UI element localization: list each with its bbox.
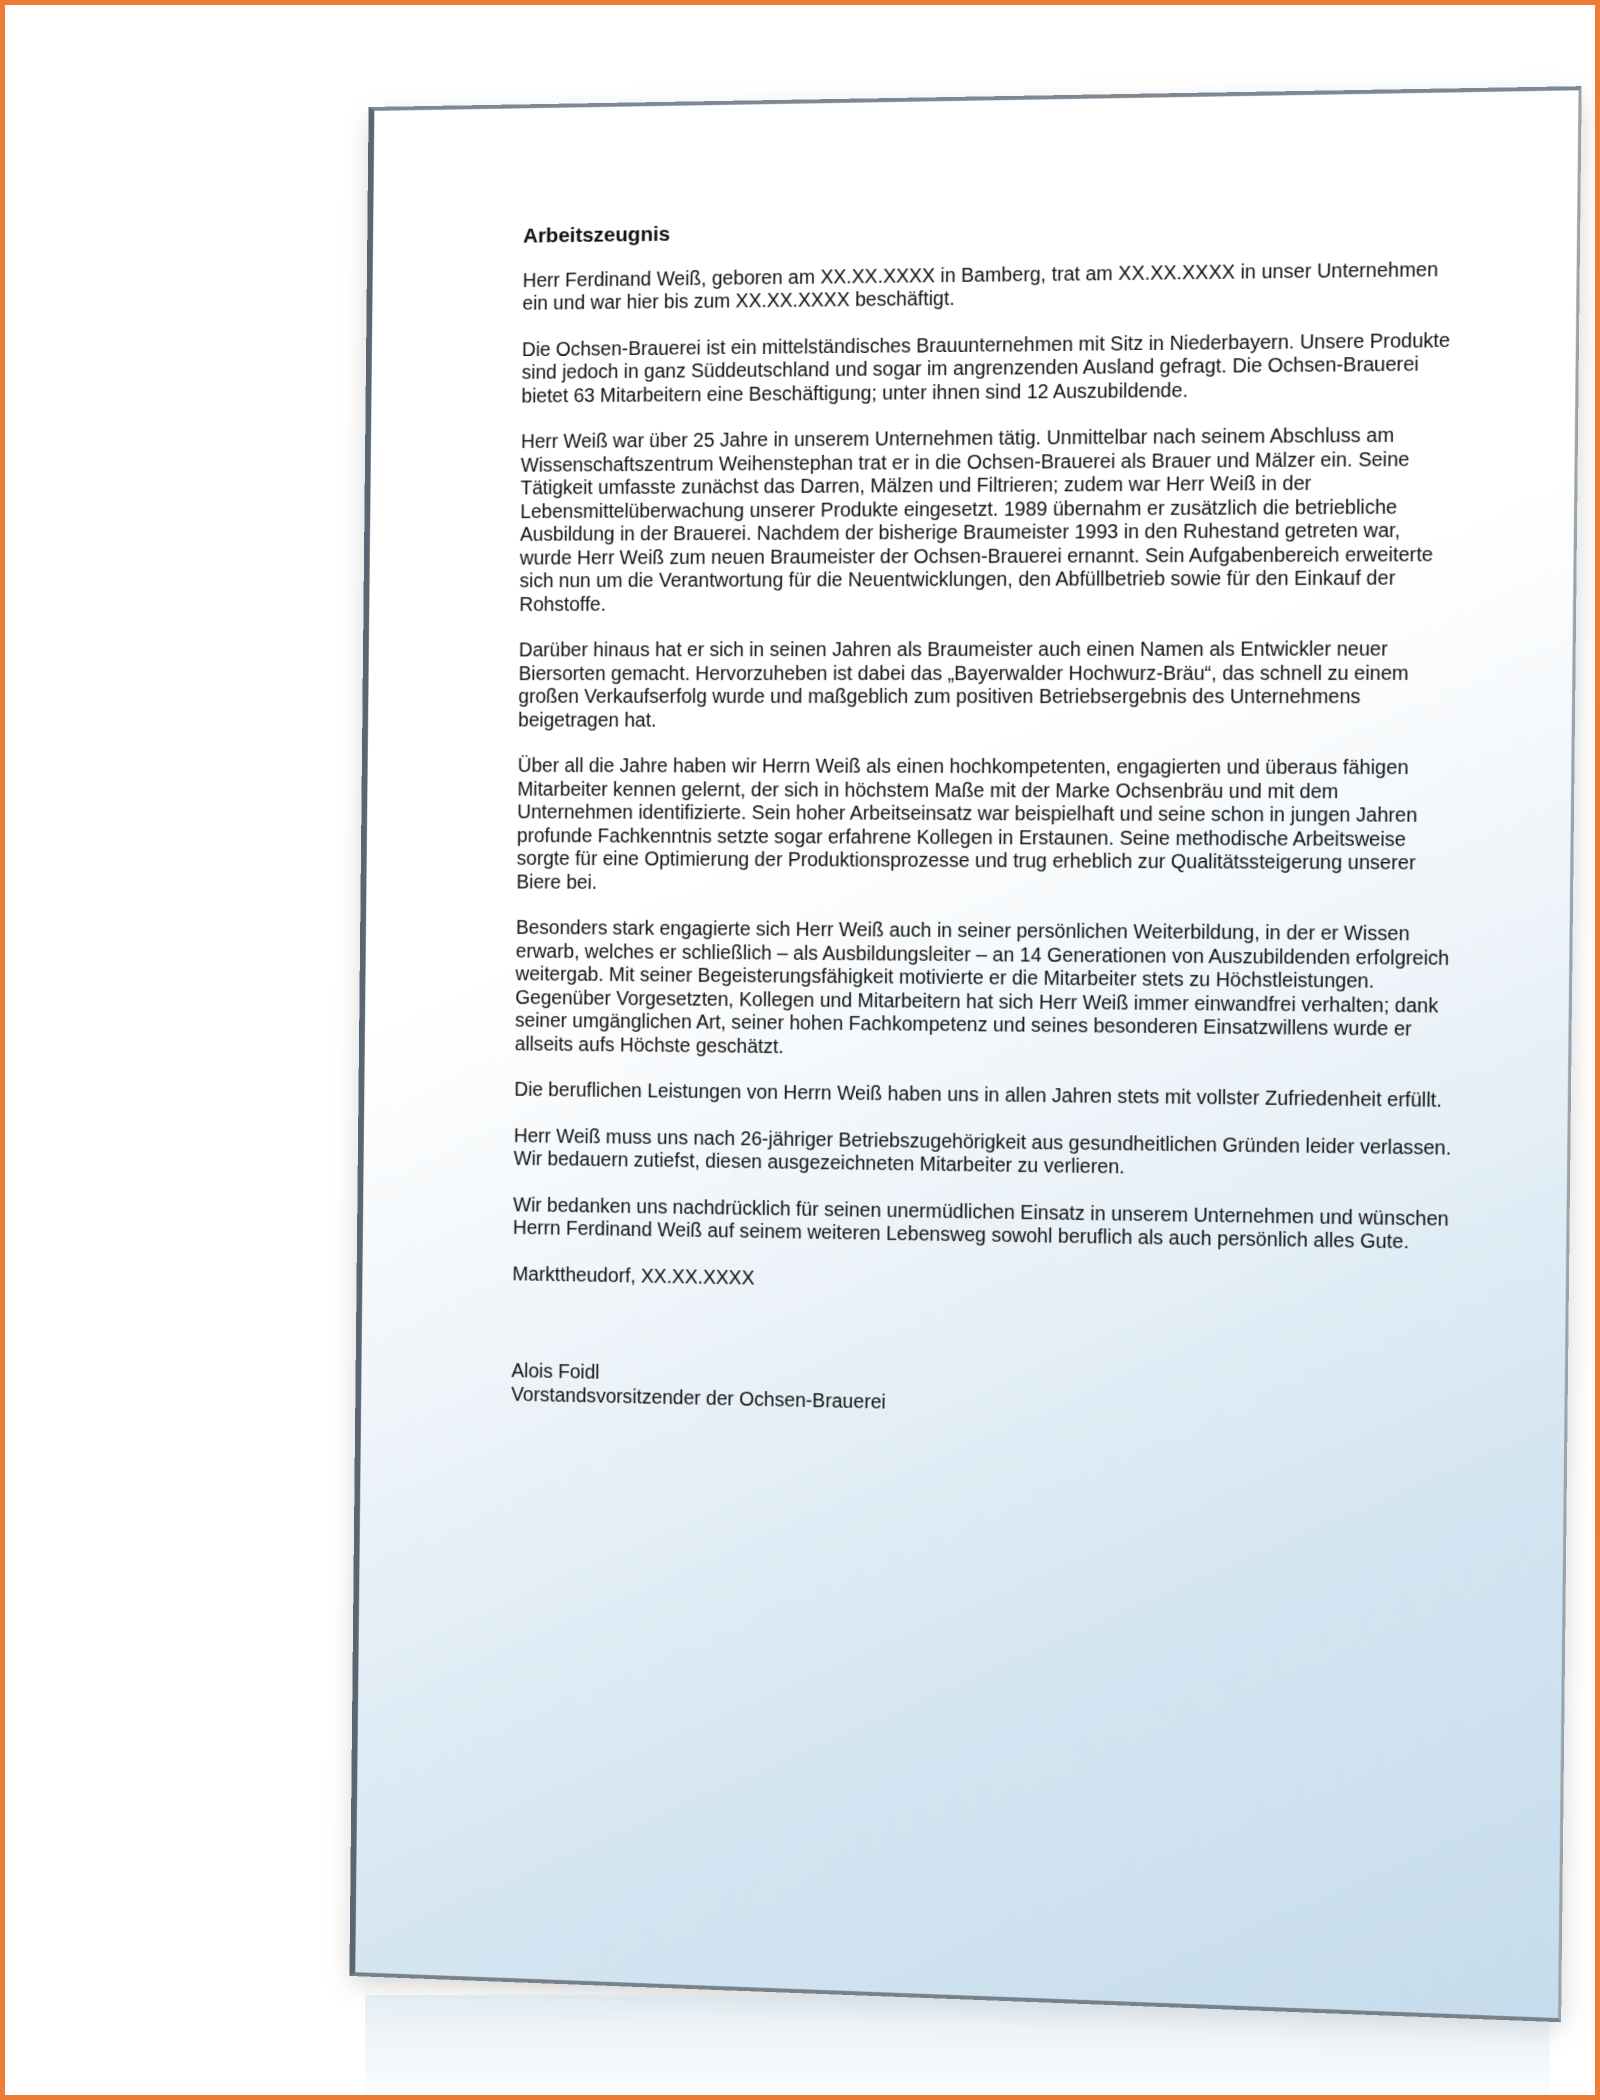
signatory-name: Alois Foidl [511, 1360, 600, 1384]
paragraph-company-description: Die Ochsen-Brauerei ist ein mittelständisches Brauunternehmen mit Sitz in Niederbayern. Unsere Produkte sind jedoch in ganz Süddeutschland und sogar im angrenzenden Ausland gefragt. Die Ochsen-Brauerei bietet 63 Mitarbeitern eine Beschäftigung; unter ihnen sind 12 Auszubildende. [521, 329, 1451, 408]
place-and-date: Markttheudorf, XX.XX.XXXX [512, 1263, 755, 1289]
paragraph-performance: Die beruflichen Leistungen von Herrn Weiß haben uns in allen Jahren stets mit vollster Zufriedenheit erfüllt. [514, 1078, 1442, 1112]
paragraph-closing: Wir bedanken uns nachdrücklich für seinen unermüdlichen Einsatz in unserem Unternehmen und wünschen Herrn Ferdinand Weiß auf seinem weiteren Lebensweg sowohl beruflich als auch persönlich alles Gute. [512, 1193, 1449, 1254]
signatory-role: Vorstandsvorsitzender der Ochsen-Brauerei [511, 1383, 886, 1414]
document-title: Arbeitszeugnis [523, 222, 671, 248]
paragraph-employment-period: Herr Ferdinand Weiß, geboren am XX.XX.XXXX in Bamberg, trat am XX.XX.XXXX in unser Unternehmen ein und war hier bis zum XX.XX.XXXX beschäftigt. [522, 258, 1439, 315]
paragraph-conduct: Gegenüber Vorgesetzten, Kollegen und Mitarbeitern hat sich Herr Weiß immer einwandfrei verhalten; dank seiner umgänglichen Art, seiner hohen Fachkompetenz und seines besonderen Einsatzwillens wurde er allseits aufs Höchste geschätzt. [514, 986, 1439, 1058]
paragraph-assessment: Über all die Jahre haben wir Herrn Weiß als einen hochkompetenten, engagierten und überaus fähigen Mitarbeiter kennen gelernt, der sich in höchstem Maße mit der Marke Ochsenbräu und mit dem Unternehmen identifizierte. Sein hoher Arbeitseinsatz war beispielhaft und seine schon in jungen Jahren profunde Fachkenntnis setzte sogar erfahrene Kollegen in Erstaunen. Seine methodische Arbeitsweise sorgte für eine Optimierung der Produktionsprozesse und trug erheblich zur Qualitätssteigerung unserer Biere bei. [516, 755, 1418, 894]
document-page [349, 86, 1581, 2022]
paragraph-training: Besonders stark engagierte sich Herr Weiß auch in seiner persönlichen Weiterbildung, in der er Wissen erwarb, welches er schließlich – als Ausbildungsleiter – an 14 Generationen von Auszubildenden erfolgreich weitergab. Mit seiner Begeisterungsfähigkeit motivierte er die Mitarbeiter stets zu Höchstleistungen. [515, 917, 1450, 993]
paragraph-achievements: Darüber hinaus hat er sich in seinen Jahren als Braumeister auch einen Namen als Entwickler neuer Biersorten gemacht. Hervorzuheben ist dabei das „Bayerwalder Hochwurz-Bräu“, das schnell zu einem großen Verkaufserfolg wurde und maßgeblich zum positiven Betriebsergebnis des Unternehmens beigetragen hat. [518, 638, 1409, 732]
paragraph-departure: Herr Weiß muss uns nach 26-jähriger Betriebszugehörigkeit aus gesundheitlichen Gründen leider verlassen. Wir bedauern zutiefst, diesen ausgezeichneten Mitarbeiter zu verlieren. [513, 1124, 1452, 1179]
paragraph-career: Herr Weiß war über 25 Jahre in unserem Unternehmen tätig. Unmittelbar nach seinem Abschluss am Wissenschaftszentrum Weihenstephan trat er in die Ochsen-Brauerei als Brauer und Mälzer ein. Seine Tätigkeit umfasste zunächst das Darren, Mälzen und Filtrieren; zudem war Herr Weiß in der Lebensmittelüberwachung unserer Produkte eingesetzt. 1989 übernahm er zusätzlich die betriebliche Ausbildung in der Brauerei. Nachdem der bisherige Braumeister 1993 in den Ruhestand getreten war, wurde Herr Weiß zum neuen Braumeister der Ochsen-Brauerei ernannt. Sein Aufgabenbereich erweiterte sich nun um die Verantwortung für die Neuentwicklungen, den Abfüllbetrieb sowie für den Einkauf der Rohstoffe. [519, 424, 1434, 616]
document-body [511, 212, 1463, 1427]
